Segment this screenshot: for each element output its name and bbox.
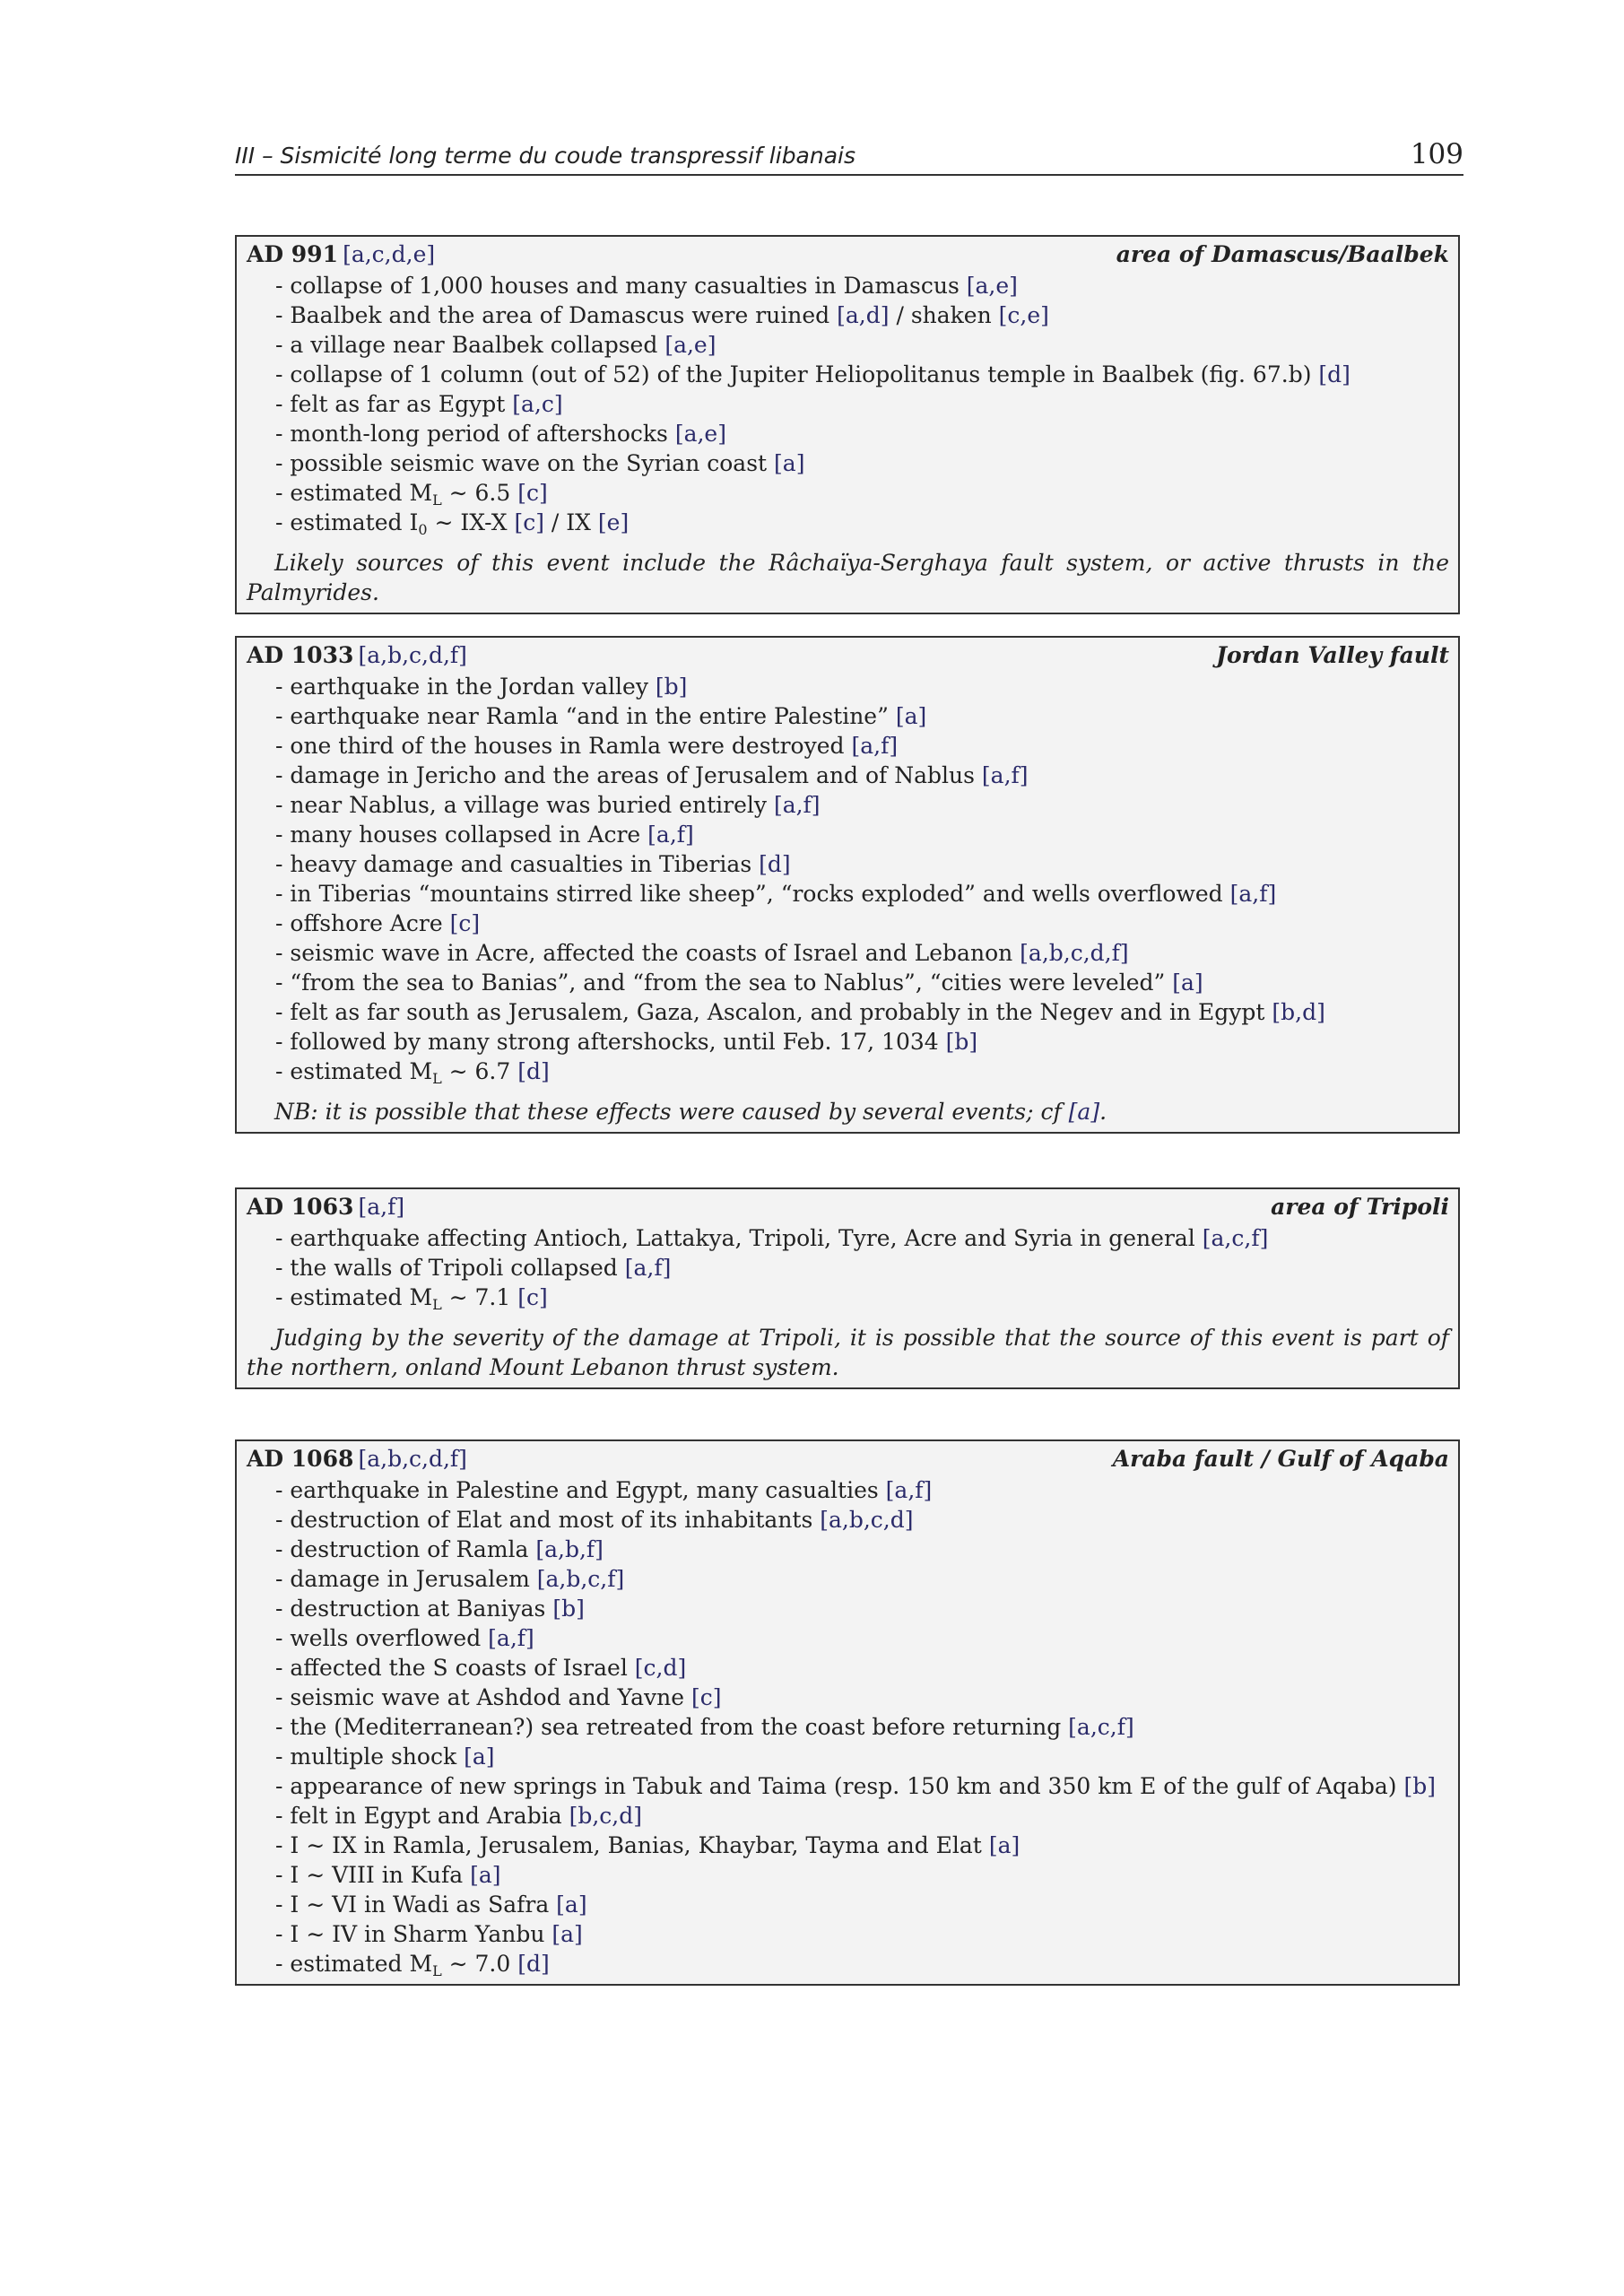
event-item: - Baalbek and the area of Damascus were ruined [a,d] / shaken [c,e] [275, 302, 1049, 328]
event-item: - seismic wave in Acre, affected the coasts of Israel and Lebanon [a,b,c,d,f] [275, 940, 1129, 966]
event-item: - I ∼ IV in Sharm Yanbu [a] [275, 1921, 583, 1947]
event-item: - earthquake in the Jordan valley [b] [275, 674, 688, 700]
event-note: Judging by the severity of the damage at Tripoli, it is possible that the source of this event is part of the northern, onland Mount Lebanon thrust system. [247, 1325, 1449, 1380]
event-item: - destruction at Baniyas [b] [275, 1596, 585, 1622]
event-item: - estimated $M_L$ ∼ 6.5 [c] [275, 480, 548, 509]
running-title: III – Sismicité long terme du coude transpressif libanais [235, 143, 856, 169]
event-year: AD 1033 [247, 642, 354, 668]
event-item: - earthquake in Palestine and Egypt, many casualties [a,f] [275, 1477, 933, 1503]
event-item: - earthquake affecting Antioch, Lattakya, Tripoli, Tyre, Acre and Syria in general [a,c,f] [275, 1225, 1269, 1251]
event-location: Jordan Valley fault [1216, 642, 1449, 668]
page-number: 109 [1410, 138, 1463, 170]
event-item: - multiple shock [a] [275, 1744, 495, 1770]
event-refs: [a,f] [358, 1194, 405, 1220]
event-location: area of Tripoli [1271, 1194, 1449, 1220]
event-item: - seismic wave at Ashdod and Yavne [c] [275, 1684, 722, 1710]
event-box-ad1033 [235, 636, 1460, 1134]
event-location: area of Damascus/Baalbek [1116, 241, 1449, 267]
event-box-ad991 [235, 235, 1460, 614]
event-header [247, 241, 1449, 271]
event-item: - followed by many strong aftershocks, until Feb. 17, 1034 [b] [275, 1029, 978, 1055]
event-item: - near Nablus, a village was buried entirely [a,f] [275, 792, 821, 818]
event-items [247, 672, 1449, 1086]
event-item: - many houses collapsed in Acre [a,f] [275, 822, 694, 848]
event-box-ad1063 [235, 1187, 1460, 1389]
event-items [247, 271, 1449, 537]
event-items [247, 1223, 1449, 1312]
event-item: - felt in Egypt and Arabia [b,c,d] [275, 1803, 642, 1829]
event-item: - wells overflowed [a,f] [275, 1625, 534, 1651]
event-item: - one third of the houses in Ramla were destroyed [a,f] [275, 733, 899, 759]
page-header [235, 135, 1463, 176]
event-item: - heavy damage and casualties in Tiberias [d] [275, 851, 791, 877]
event-item: - damage in Jerusalem [a,b,c,f] [275, 1566, 625, 1592]
event-item: - damage in Jericho and the areas of Jerusalem and of Nablus [a,f] [275, 762, 1029, 788]
event-item: - I ∼ VI in Wadi as Safra [a] [275, 1892, 587, 1918]
event-item: - the (Mediterranean?) sea retreated from the coast before returning [a,c,f] [275, 1714, 1134, 1740]
event-item: - estimated $M_L$ ∼ 7.1 [c] [275, 1284, 548, 1313]
event-item: - appearance of new springs in Tabuk and Taima (resp. 150 km and 350 km E of the gulf of Aqaba) [b] [275, 1773, 1436, 1799]
event-item: - estimated $M_L$ ∼ 6.7 [d] [275, 1058, 550, 1087]
event-item: - I ∼ VIII in Kufa [a] [275, 1862, 501, 1888]
event-refs: [a,b,c,d,f] [358, 642, 467, 668]
event-item: - estimated $I_0$ ∼ IX-X [c] / IX [e] [275, 509, 630, 538]
event-item: - felt as far as Egypt [a,c] [275, 391, 563, 417]
event-items [247, 1475, 1449, 1979]
event-box-ad1068 [235, 1439, 1460, 1986]
event-item: - earthquake near Ramla “and in the entire Palestine” [a] [275, 703, 927, 729]
event-year: AD 1063 [247, 1194, 354, 1220]
event-header [247, 642, 1449, 672]
event-item: - collapse of 1 column (out of 52) of the Jupiter Heliopolitanus temple in Baalbek (fig. 67.b) [d] [275, 361, 1350, 387]
event-note: Likely sources of this event include the Râchaïya-Serghaya fault system, or active thrusts in the Palmyrides. [247, 550, 1449, 605]
event-refs: [a,c,d,e] [343, 241, 436, 267]
event-year: AD 1068 [247, 1446, 354, 1472]
event-item: - “from the sea to Banias”, and “from the sea to Nablus”, “cities were leveled” [a] [275, 970, 1203, 996]
event-item: - the walls of Tripoli collapsed [a,f] [275, 1255, 672, 1281]
event-item: - a village near Baalbek collapsed [a,e] [275, 332, 716, 358]
event-item: - month-long period of aftershocks [a,e] [275, 421, 726, 447]
event-item: - possible seismic wave on the Syrian coast [a] [275, 450, 805, 476]
event-item: - I ∼ IX in Ramla, Jerusalem, Banias, Khaybar, Tayma and Elat [a] [275, 1832, 1020, 1858]
event-refs: [a,b,c,d,f] [358, 1446, 467, 1472]
event-item: - collapse of 1,000 houses and many casualties in Damascus [a,e] [275, 273, 1018, 299]
event-item: - offshore Acre [c] [275, 910, 481, 936]
event-item: - affected the S coasts of Israel [c,d] [275, 1655, 687, 1681]
event-header [247, 1446, 1449, 1475]
event-year: AD 991 [247, 241, 338, 267]
event-location: Araba fault / Gulf of Aqaba [1112, 1446, 1449, 1472]
event-item: - felt as far south as Jerusalem, Gaza, Ascalon, and probably in the Negev and in Egypt [b,d] [275, 999, 1325, 1025]
event-item: - in Tiberias “mountains stirred like sheep”, “rocks exploded” and wells overflowed [a,f] [275, 881, 1277, 907]
event-item: - destruction of Ramla [a,b,f] [275, 1536, 604, 1562]
event-header [247, 1194, 1449, 1223]
event-note: NB: it is possible that these effects were caused by several events; cf [a]. [274, 1099, 1107, 1125]
event-item: - estimated $M_L$ ∼ 7.0 [d] [275, 1951, 550, 1979]
event-item: - destruction of Elat and most of its inhabitants [a,b,c,d] [275, 1507, 914, 1533]
